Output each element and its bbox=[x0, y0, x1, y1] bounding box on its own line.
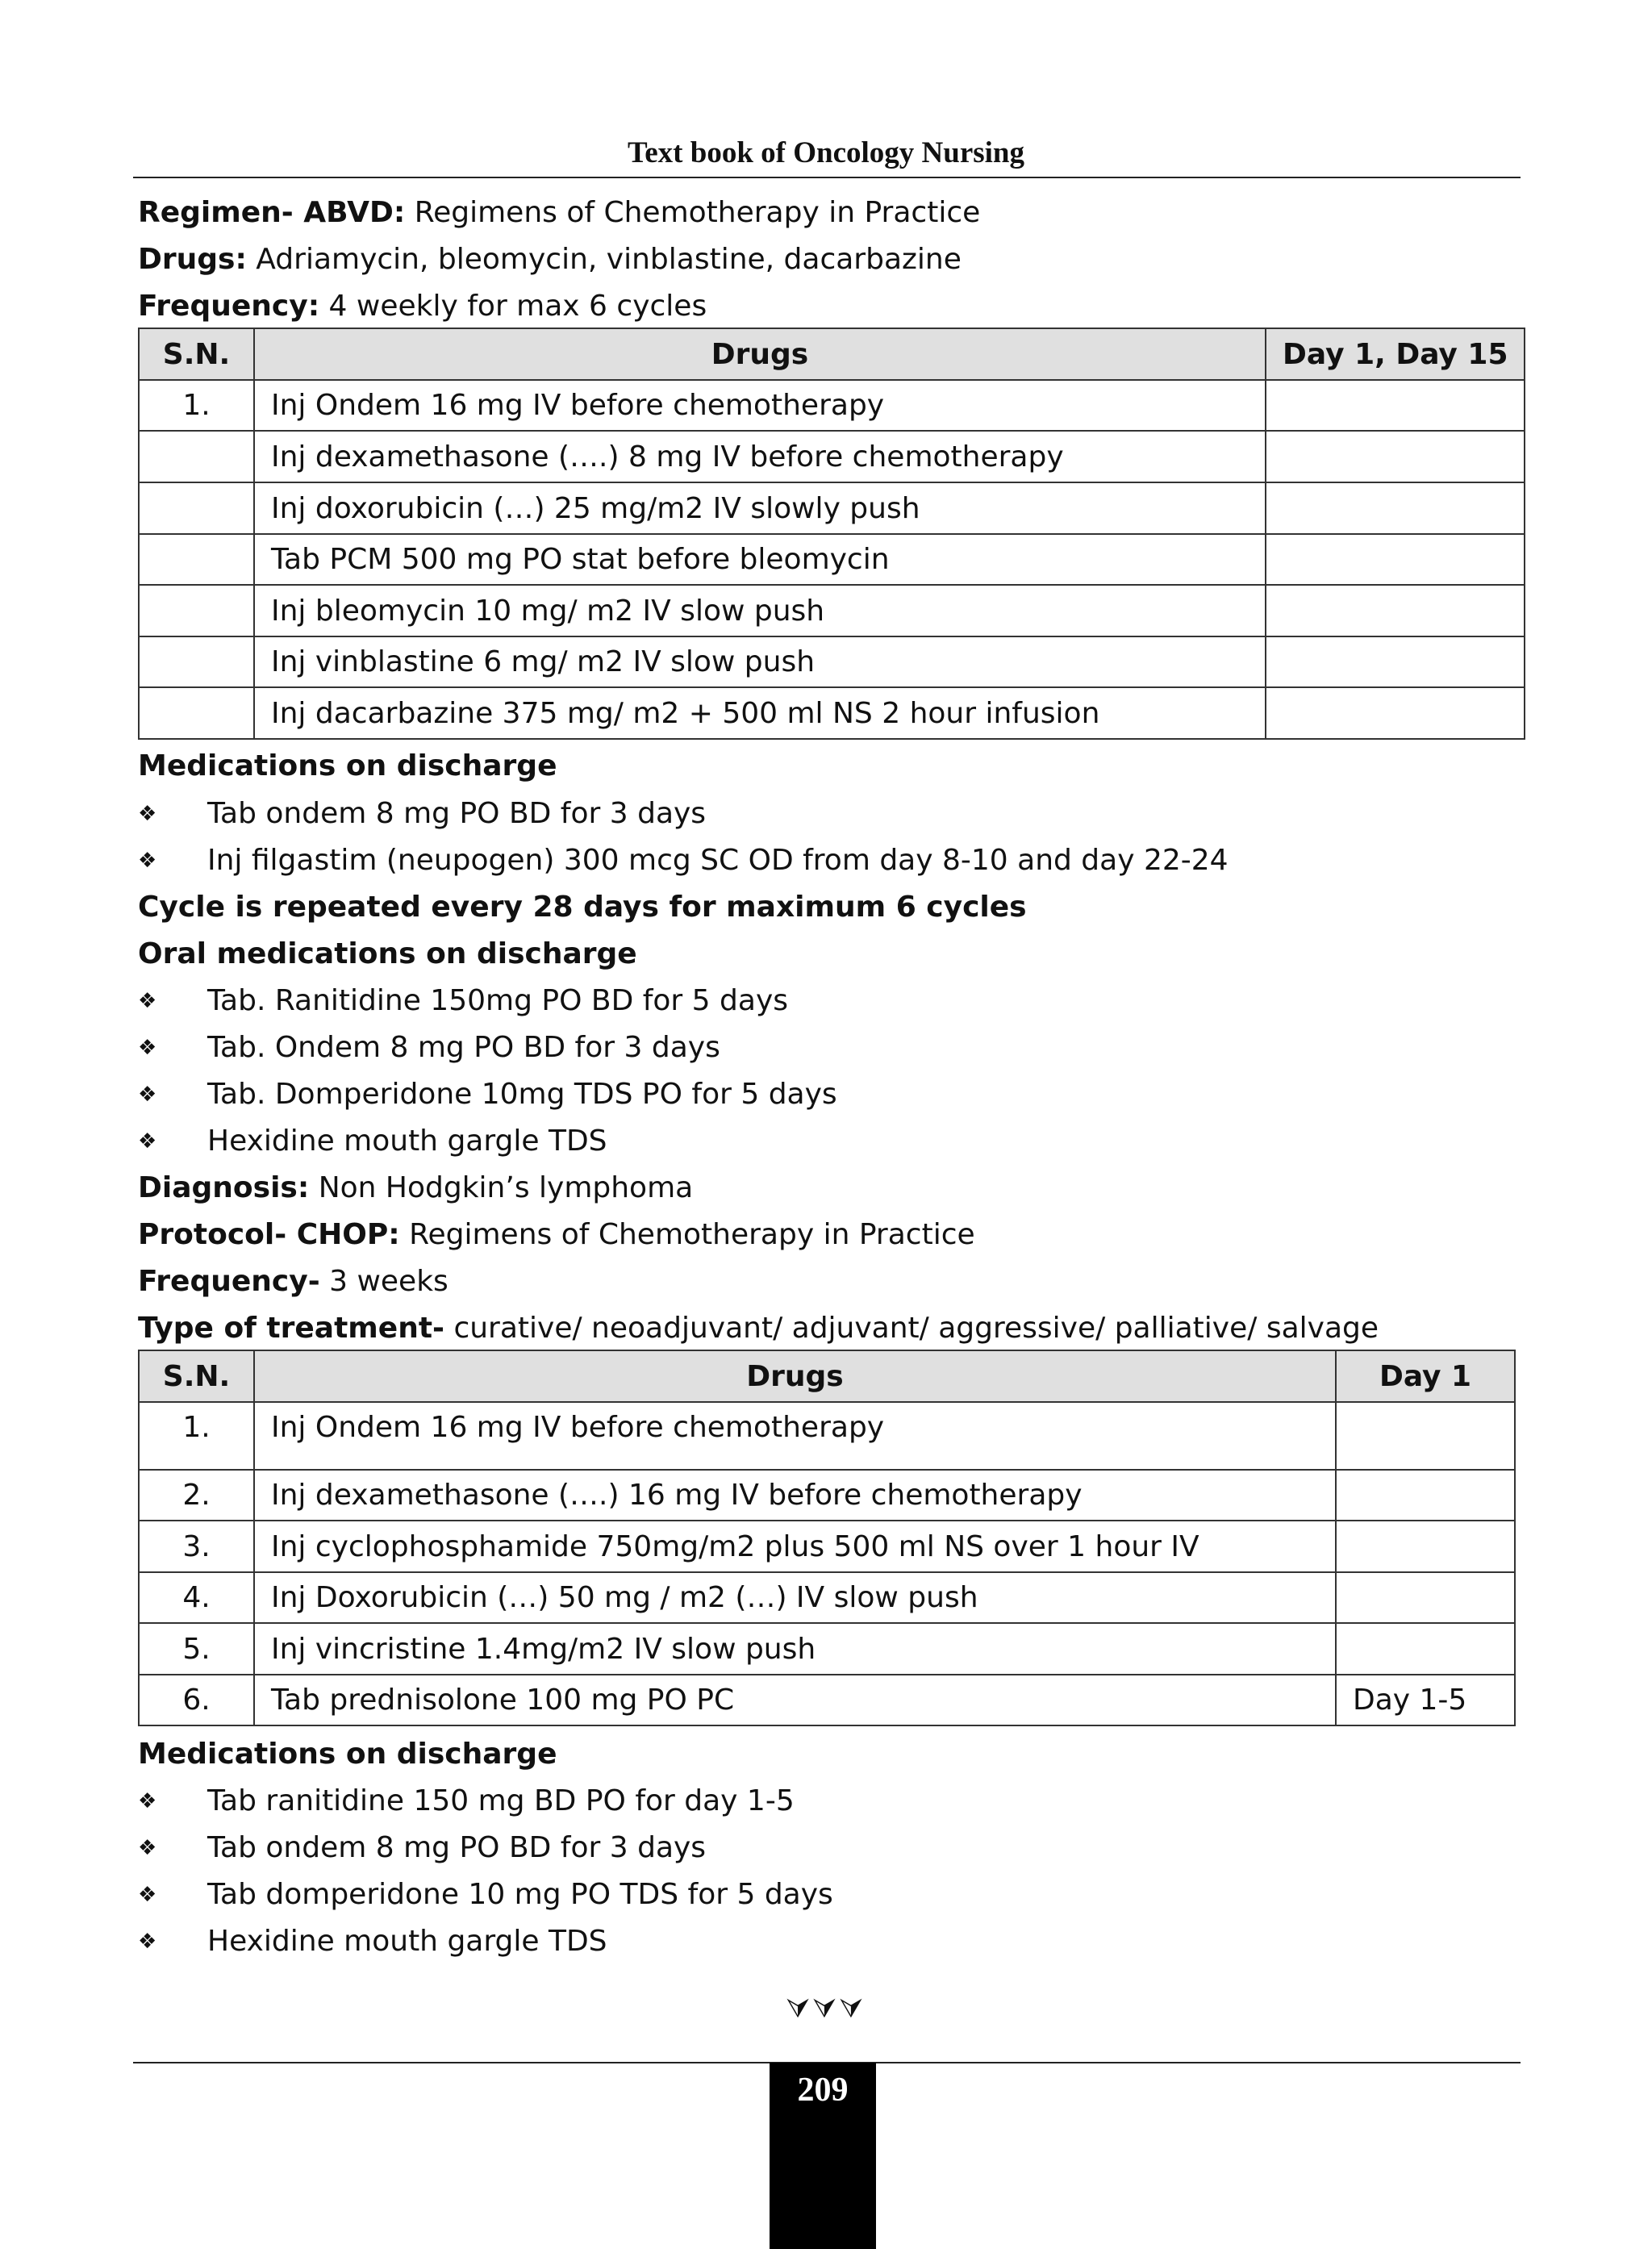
protocol-line bbox=[138, 1218, 975, 1252]
protocol-text: Regimens of Chemotherapy in Practice bbox=[399, 1218, 975, 1251]
diamond-bullet-icon: ❖ bbox=[138, 1930, 157, 1954]
running-header-title: Text book of Oncology Nursing bbox=[627, 136, 1025, 169]
regimen-text: Regimens of Chemotherapy in Practice bbox=[405, 196, 981, 229]
cell-sn: 2. bbox=[139, 1470, 254, 1521]
diamond-bullet-icon: ❖ bbox=[138, 802, 157, 826]
treatment-type-label: Type of treatment- bbox=[138, 1312, 444, 1345]
list-item bbox=[138, 1078, 837, 1112]
list-item-text: Hexidine mouth gargle TDS bbox=[207, 1925, 607, 1958]
cell-sn: 6. bbox=[139, 1675, 254, 1725]
abvd-drug-table bbox=[138, 328, 1525, 740]
list-item bbox=[138, 1031, 720, 1065]
diamond-bullet-icon: ❖ bbox=[138, 1789, 157, 1813]
cell-drug: Inj dacarbazine 375 mg/ m2 + 500 ml NS 2 hour infusion bbox=[254, 687, 1266, 739]
cell-day bbox=[1336, 1623, 1515, 1675]
drugs-label: Drugs: bbox=[138, 243, 247, 276]
table-row bbox=[139, 1521, 1515, 1572]
discharge-heading bbox=[138, 749, 557, 783]
cell-sn bbox=[139, 482, 254, 534]
list-item-text: Hexidine mouth gargle TDS bbox=[207, 1124, 607, 1158]
cell-day bbox=[1266, 636, 1525, 687]
section-end-ornament-icon: ⮛⮛⮛ bbox=[786, 1992, 866, 2025]
list-item bbox=[138, 797, 706, 831]
oral-heading-text: Oral medications on discharge bbox=[138, 937, 637, 970]
header-divider bbox=[133, 177, 1521, 178]
cell-drug: Inj vinblastine 6 mg/ m2 IV slow push bbox=[254, 636, 1266, 687]
cell-drug: Inj dexamethasone (….) 8 mg IV before chemotherapy bbox=[254, 431, 1266, 482]
cell-day bbox=[1266, 534, 1525, 585]
chop-frequency-label: Frequency- bbox=[138, 1265, 320, 1298]
chop-discharge-heading-text: Medications on discharge bbox=[138, 1738, 557, 1771]
column-header-drugs: Drugs bbox=[254, 1350, 1336, 1402]
diamond-bullet-icon: ❖ bbox=[138, 989, 157, 1013]
column-header-sn: S.N. bbox=[139, 328, 254, 380]
cell-sn: 3. bbox=[139, 1521, 254, 1572]
chop-frequency-line bbox=[138, 1265, 448, 1299]
cell-drug: Tab prednisolone 100 mg PO PC bbox=[254, 1675, 1336, 1725]
chop-frequency-text: 3 weeks bbox=[319, 1265, 448, 1298]
column-header-day: Day 1, Day 15 bbox=[1266, 328, 1525, 380]
list-item bbox=[138, 1124, 607, 1158]
table-row bbox=[139, 380, 1525, 431]
list-item bbox=[138, 1784, 795, 1818]
cell-day: Day 1-5 bbox=[1336, 1675, 1515, 1725]
diamond-bullet-icon: ❖ bbox=[138, 1836, 157, 1860]
treatment-type-line bbox=[138, 1312, 1379, 1346]
cell-sn bbox=[139, 636, 254, 687]
list-item-text: Tab domperidone 10 mg PO TDS for 5 days bbox=[207, 1878, 833, 1911]
cell-day bbox=[1336, 1470, 1515, 1521]
list-item bbox=[138, 1925, 607, 1959]
cell-day bbox=[1266, 431, 1525, 482]
cell-drug: Inj Doxorubicin (…) 50 mg / m2 (…) IV slow push bbox=[254, 1572, 1336, 1623]
table-row bbox=[139, 1675, 1515, 1725]
chop-discharge-heading bbox=[138, 1738, 557, 1771]
cycle-note bbox=[138, 891, 1027, 924]
cell-sn: 5. bbox=[139, 1623, 254, 1675]
list-item-text: Tab. Domperidone 10mg TDS PO for 5 days bbox=[207, 1078, 837, 1111]
cell-day bbox=[1336, 1521, 1515, 1572]
cell-sn: 1. bbox=[139, 1402, 254, 1470]
diamond-bullet-icon: ❖ bbox=[138, 1883, 157, 1907]
list-item bbox=[138, 984, 788, 1018]
treatment-type-text: curative/ neoadjuvant/ adjuvant/ aggressive/ palliative/ salvage bbox=[444, 1312, 1379, 1345]
cell-day bbox=[1266, 380, 1525, 431]
diamond-bullet-icon: ❖ bbox=[138, 1129, 157, 1154]
table-row bbox=[139, 687, 1525, 739]
cell-sn bbox=[139, 687, 254, 739]
cell-drug: Inj Ondem 16 mg IV before chemotherapy bbox=[254, 1402, 1336, 1470]
column-header-sn: S.N. bbox=[139, 1350, 254, 1402]
page-number-tab bbox=[770, 2063, 876, 2249]
diagnosis-label: Diagnosis: bbox=[138, 1171, 310, 1204]
cell-drug: Tab PCM 500 mg PO stat before bleomycin bbox=[254, 534, 1266, 585]
page-number: 209 bbox=[797, 2072, 849, 2109]
regimen-label: Regimen- ABVD: bbox=[138, 196, 406, 229]
discharge-heading-text: Medications on discharge bbox=[138, 749, 557, 782]
cell-sn: 4. bbox=[139, 1572, 254, 1623]
diagnosis-text: Non Hodgkin’s lymphoma bbox=[309, 1171, 694, 1204]
drugs-text: Adriamycin, bleomycin, vinblastine, dacarbazine bbox=[246, 243, 962, 276]
list-item-text: Tab ondem 8 mg PO BD for 3 days bbox=[207, 797, 707, 830]
list-item-text: Tab. Ranitidine 150mg PO BD for 5 days bbox=[207, 984, 788, 1017]
list-item bbox=[138, 1878, 833, 1912]
chop-drug-table bbox=[138, 1350, 1516, 1726]
cell-drug: Inj dexamethasone (….) 16 mg IV before chemotherapy bbox=[254, 1470, 1336, 1521]
cell-sn bbox=[139, 534, 254, 585]
oral-medications-heading bbox=[138, 937, 637, 971]
frequency-text: 4 weekly for max 6 cycles bbox=[319, 290, 707, 323]
table-header-row bbox=[139, 1350, 1515, 1402]
cell-drug: Inj bleomycin 10 mg/ m2 IV slow push bbox=[254, 585, 1266, 636]
list-item-text: Tab ondem 8 mg PO BD for 3 days bbox=[207, 1831, 707, 1864]
table-header-row bbox=[139, 328, 1525, 380]
table-row bbox=[139, 636, 1525, 687]
frequency-line bbox=[138, 290, 707, 323]
drugs-line bbox=[138, 243, 962, 277]
table-row bbox=[139, 585, 1525, 636]
cell-drug: Inj vincristine 1.4mg/m2 IV slow push bbox=[254, 1623, 1336, 1675]
cell-drug: Inj Ondem 16 mg IV before chemotherapy bbox=[254, 380, 1266, 431]
regimen-line bbox=[138, 196, 980, 230]
cell-day bbox=[1336, 1572, 1515, 1623]
diagnosis-line bbox=[138, 1171, 693, 1205]
list-item-text: Inj filgastim (neupogen) 300 mcg SC OD from day 8-10 and day 22-24 bbox=[207, 844, 1229, 877]
cell-day bbox=[1266, 585, 1525, 636]
cell-drug: Inj cyclophosphamide 750mg/m2 plus 500 ml NS over 1 hour IV bbox=[254, 1521, 1336, 1572]
cell-sn bbox=[139, 585, 254, 636]
diamond-bullet-icon: ❖ bbox=[138, 849, 157, 873]
diamond-bullet-icon: ❖ bbox=[138, 1036, 157, 1060]
table-row bbox=[139, 482, 1525, 534]
cell-day bbox=[1266, 687, 1525, 739]
cell-day bbox=[1336, 1402, 1515, 1470]
list-item bbox=[138, 844, 1229, 878]
cell-day bbox=[1266, 482, 1525, 534]
table-row bbox=[139, 534, 1525, 585]
diamond-bullet-icon: ❖ bbox=[138, 1083, 157, 1107]
table-row bbox=[139, 1572, 1515, 1623]
cell-sn: 1. bbox=[139, 380, 254, 431]
table-row bbox=[139, 1623, 1515, 1675]
list-item-text: Tab ranitidine 150 mg BD PO for day 1-5 bbox=[207, 1784, 795, 1817]
frequency-label: Frequency: bbox=[138, 290, 320, 323]
cell-drug: Inj doxorubicin (…) 25 mg/m2 IV slowly push bbox=[254, 482, 1266, 534]
list-item-text: Tab. Ondem 8 mg PO BD for 3 days bbox=[207, 1031, 720, 1064]
table-row bbox=[139, 431, 1525, 482]
protocol-label: Protocol- CHOP: bbox=[138, 1218, 400, 1251]
column-header-day: Day 1 bbox=[1336, 1350, 1515, 1402]
table-row bbox=[139, 1402, 1515, 1470]
cell-sn bbox=[139, 431, 254, 482]
cycle-note-text: Cycle is repeated every 28 days for maximum 6 cycles bbox=[138, 891, 1027, 924]
list-item bbox=[138, 1831, 706, 1865]
table-row bbox=[139, 1470, 1515, 1521]
column-header-drugs: Drugs bbox=[254, 328, 1266, 380]
